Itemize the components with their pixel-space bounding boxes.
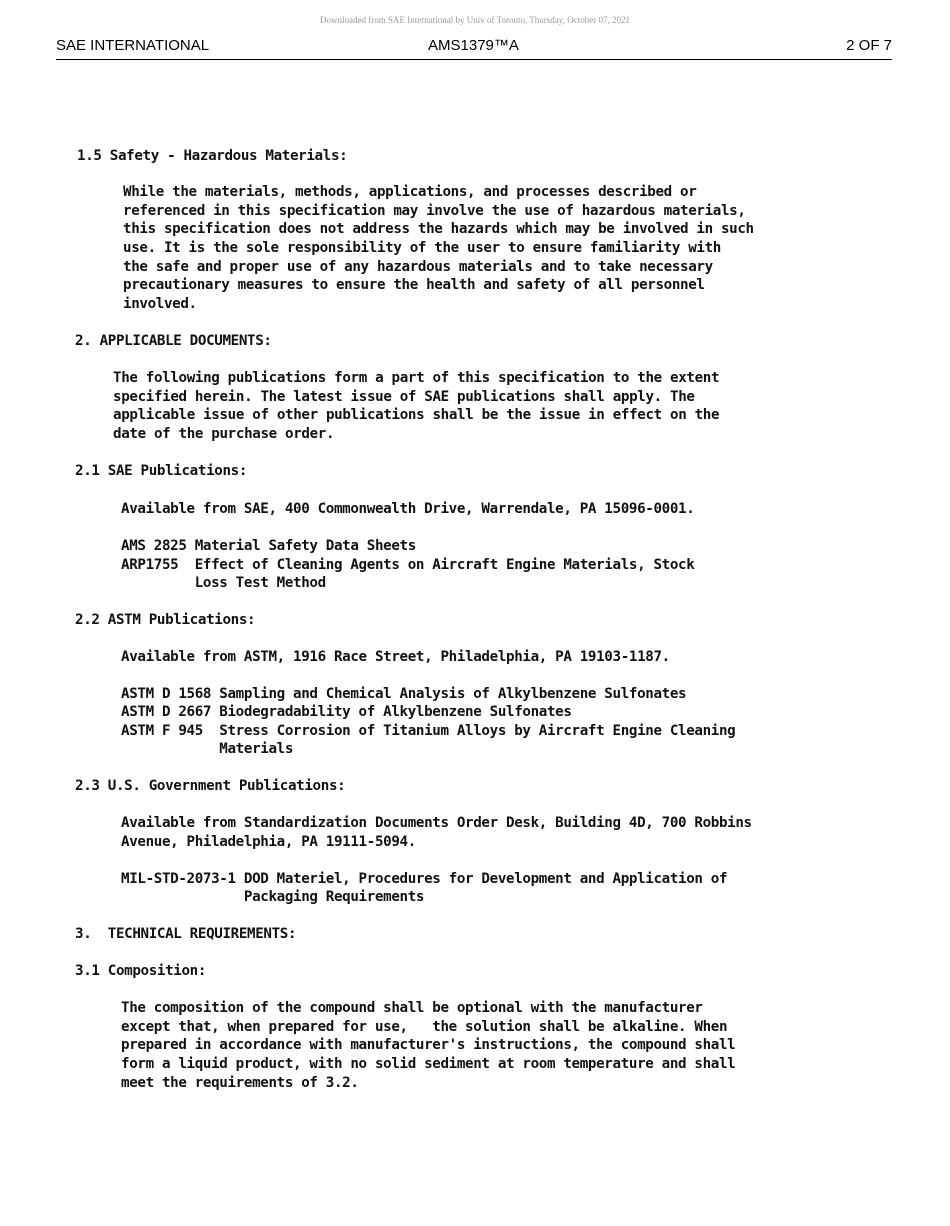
paragraph-line: The composition of the compound shall be optional with the manufacturer bbox=[121, 1000, 703, 1016]
reference-line: Materials bbox=[121, 741, 294, 757]
publisher-name: SAE INTERNATIONAL bbox=[56, 37, 210, 54]
section-heading-2-1: 2.1 SAE Publications: bbox=[75, 463, 248, 479]
paragraph-line: The following publications form a part of this specification to the extent bbox=[113, 370, 720, 386]
paragraph-line: involved. bbox=[123, 296, 197, 312]
paragraph-line: referenced in this specification may involve the use of hazardous materials, bbox=[123, 203, 746, 219]
availability-note: Avenue, Philadelphia, PA 19111-5094. bbox=[121, 834, 416, 850]
paragraph-line: use. It is the sole responsibility of the user to ensure familiarity with bbox=[123, 240, 721, 256]
reference-line: ARP1755 Effect of Cleaning Agents on Aircraft Engine Materials, Stock bbox=[121, 557, 695, 573]
reference-line: ASTM F 945 Stress Corrosion of Titanium Alloys by Aircraft Engine Cleaning bbox=[121, 723, 736, 739]
reference-line: AMS 2825 Material Safety Data Sheets bbox=[121, 538, 416, 554]
availability-note: Available from SAE, 400 Commonwealth Drive, Warrendale, PA 15096-0001. bbox=[121, 501, 695, 517]
section-heading-2: 2. APPLICABLE DOCUMENTS: bbox=[75, 333, 272, 349]
section-heading-3: 3. TECHNICAL REQUIREMENTS: bbox=[75, 926, 297, 942]
paragraph-line: precautionary measures to ensure the health and safety of all personnel bbox=[123, 277, 705, 293]
paragraph-line: While the materials, methods, applications, and processes described or bbox=[123, 184, 697, 200]
section-heading-1-5: 1.5 Safety - Hazardous Materials: bbox=[77, 148, 348, 164]
reference-line: MIL-STD-2073-1 DOD Materiel, Procedures for Development and Application of bbox=[121, 871, 728, 887]
paragraph-line: meet the requirements of 3.2. bbox=[121, 1075, 359, 1091]
paragraph-line: except that, when prepared for use, the solution shall be alkaline. When bbox=[121, 1019, 728, 1035]
paragraph-line: specified herein. The latest issue of SAE publications shall apply. The bbox=[113, 389, 695, 405]
page-number: 2 OF 7 bbox=[846, 37, 892, 54]
reference-line: ASTM D 2667 Biodegradability of Alkylbenzene Sulfonates bbox=[121, 704, 572, 720]
paragraph-line: date of the purchase order. bbox=[113, 426, 335, 442]
availability-note: Available from ASTM, 1916 Race Street, Philadelphia, PA 19103-1187. bbox=[121, 649, 670, 665]
document-number: AMS1379™A bbox=[428, 37, 519, 54]
page-header bbox=[56, 37, 892, 60]
paragraph-line: prepared in accordance with manufacturer's instructions, the compound shall bbox=[121, 1037, 736, 1053]
reference-line: ASTM D 1568 Sampling and Chemical Analysis of Alkylbenzene Sulfonates bbox=[121, 686, 687, 702]
reference-line: Packaging Requirements bbox=[121, 889, 425, 905]
section-heading-2-2: 2.2 ASTM Publications: bbox=[75, 612, 256, 628]
download-watermark: Downloaded from SAE International by Univ of Toronto, Thursday, October 07, 2021 bbox=[320, 15, 630, 25]
availability-note: Available from Standardization Documents Order Desk, Building 4D, 700 Robbins bbox=[121, 815, 752, 831]
paragraph-line: applicable issue of other publications shall be the issue in effect on the bbox=[113, 407, 720, 423]
reference-line: Loss Test Method bbox=[121, 575, 326, 591]
paragraph-line: form a liquid product, with no solid sediment at room temperature and shall bbox=[121, 1056, 736, 1072]
paragraph-line: this specification does not address the hazards which may be involved in such bbox=[123, 221, 754, 237]
section-heading-3-1: 3.1 Composition: bbox=[75, 963, 207, 979]
section-heading-2-3: 2.3 U.S. Government Publications: bbox=[75, 778, 346, 794]
paragraph-line: the safe and proper use of any hazardous materials and to take necessary bbox=[123, 259, 713, 275]
